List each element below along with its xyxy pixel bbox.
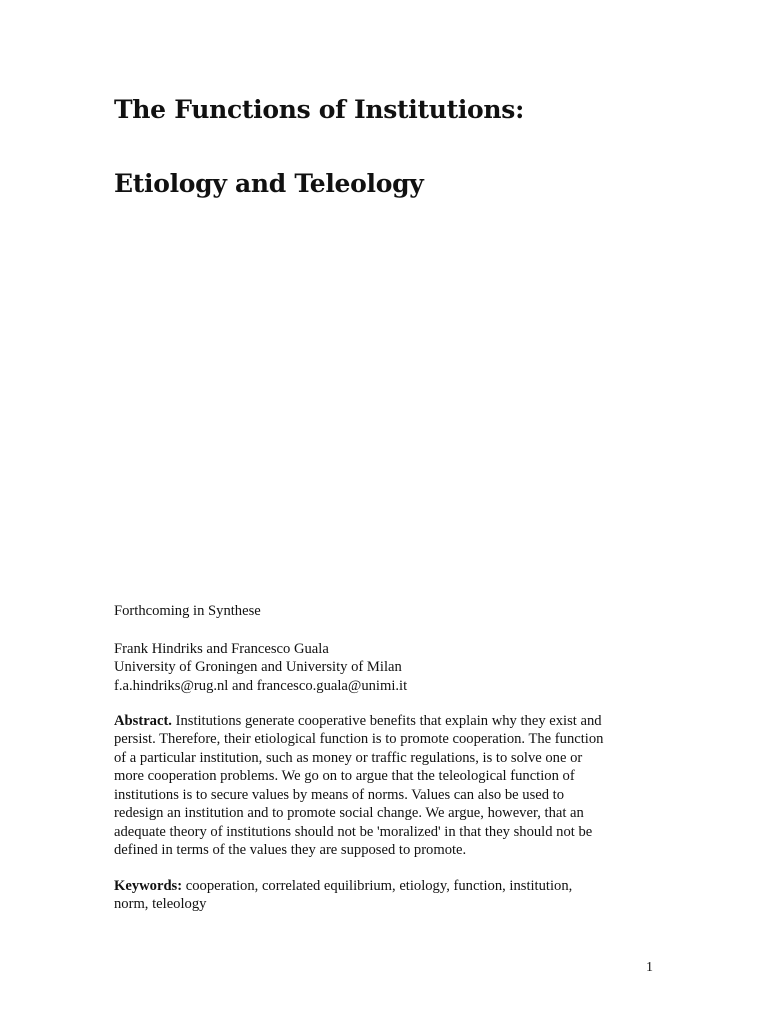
- author-affiliation: University of Groningen and University of Milan: [114, 659, 402, 676]
- abstract: [114, 712, 659, 860]
- forthcoming-note: Forthcoming in Synthese: [114, 603, 261, 619]
- author-block: [114, 640, 407, 695]
- title-line-1: The Functions of Institutions:: [114, 95, 524, 124]
- author-emails: f.a.hindriks@rug.nl and francesco.guala@unimi.it: [114, 677, 408, 694]
- abstract-line: Abstract. Institutions generate cooperative benefits that explain why they exist and: [114, 713, 602, 729]
- title-line-2: Etiology and Teleology: [114, 169, 424, 198]
- abstract-line: institutions is to secure values by means of norms. Values can also be used to: [114, 786, 565, 803]
- abstract-line: more cooperation problems. We go on to argue that the teleological function of: [114, 768, 575, 785]
- abstract-line: persist. Therefore, their etiological function is to promote cooperation. The function: [114, 731, 604, 748]
- abstract-line: adequate theory of institutions should not be 'moralized' in that they should not be: [114, 823, 593, 840]
- keywords-line: Keywords: cooperation, correlated equilibrium, etiology, function, institution,: [114, 878, 573, 894]
- abstract-label: Abstract.: [114, 713, 172, 729]
- abstract-line: of a particular institution, such as money or traffic regulations, is to solve one or: [114, 749, 583, 766]
- page-number: 1: [646, 960, 653, 975]
- author-names: Frank Hindriks and Francesco Guala: [114, 641, 329, 657]
- abstract-line: redesign an institution and to promote social change. We argue, however, that an: [114, 805, 584, 822]
- keywords-line: norm, teleology: [114, 896, 207, 913]
- keywords-label: Keywords:: [114, 878, 183, 894]
- abstract-line: defined in terms of the values they are supposed to promote.: [114, 842, 467, 859]
- keywords: [114, 877, 659, 914]
